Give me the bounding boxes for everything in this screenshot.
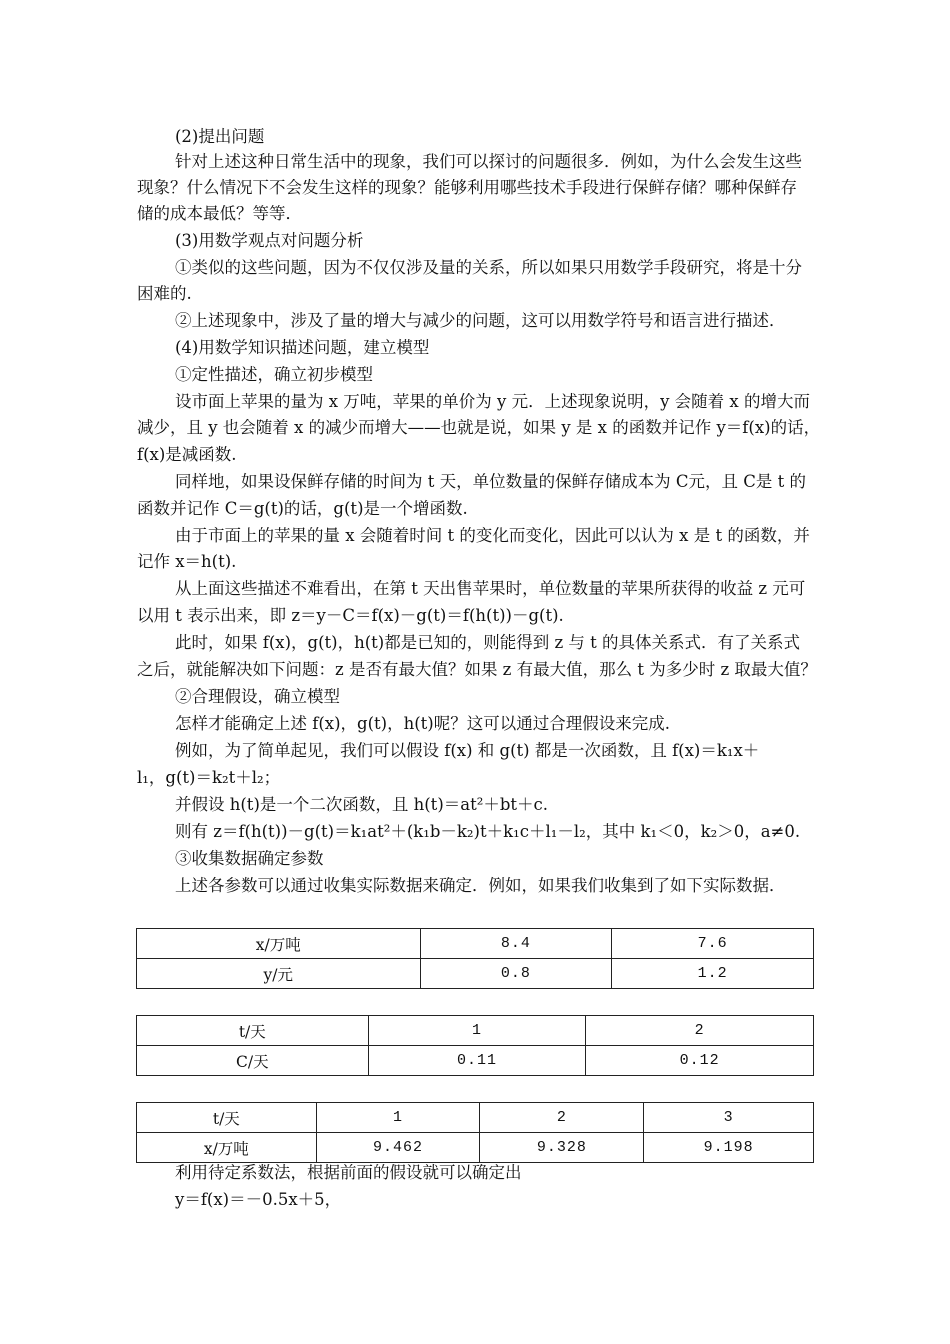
paragraph-line: 函数并记作 C＝g(t)的话，g(t)是一个增函数. [137,499,468,518]
paragraph-line: 之后，就能解决如下问题：z 是否有最大值？如果 z 有最大值，那么 t 为多少时 z 取最大值？ [137,660,817,679]
table-cell: 2 [480,1103,644,1133]
paragraph-line: 利用待定系数法，根据前面的假设就可以确定出 [175,1163,522,1182]
table-cell: 9.198 [644,1133,814,1163]
paragraph-line: 例如，为了简单起见，我们可以假设 f(x) 和 g(t) 都是一次函数，且 f(x)＝k₁x＋ [175,741,760,760]
table-cell: t/天 [137,1103,317,1133]
paragraph-line: 困难的. [137,284,192,303]
paragraph-line: 此时，如果 f(x)，g(t)，h(t)都是已知的，则能得到 z 与 t 的具体关系式．有了关系式 [175,633,801,652]
paragraph-line: (3)用数学观点对问题分析 [175,231,364,250]
table-apple-price [136,928,814,989]
table-row [137,1046,814,1076]
paragraph-line: 以用 t 表示出来，即 z＝y－C＝f(x)－g(t)＝f(h(t))－g(t). [137,606,564,625]
table-cell: 1 [316,1103,480,1133]
paragraph-line: 记作 x＝h(t). [137,552,237,571]
table-cell: 1 [368,1016,586,1046]
table-cell: y/元 [137,959,421,989]
paragraph-line: 从上面这些描述不难看出，在第 t 天出售苹果时，单位数量的苹果所获得的收益 z 元可 [175,579,806,598]
table-cell: 0.8 [420,959,612,989]
table-cell: C/天 [137,1046,369,1076]
paragraph-line: l₁，g(t)＝k₂t＋l₂； [137,768,281,787]
table-cell: 0.12 [586,1046,814,1076]
paragraph-line: 怎样才能确定上述 f(x)，g(t)，h(t)呢？这可以通过合理假设来完成. [175,714,670,733]
paragraph-line: 设市面上苹果的量为 x 万吨，苹果的单价为 y 元．上述现象说明，y 会随着 x 的增大而 [175,392,810,411]
paragraph-line: 并假设 h(t)是一个二次函数，且 h(t)＝at²＋bt＋c. [175,795,549,814]
paragraph-line: y＝f(x)＝－0.5x＋5， [175,1190,342,1209]
table-cell: 3 [644,1103,814,1133]
table-cell: 9.462 [316,1133,480,1163]
table-cell: 2 [586,1016,814,1046]
table-row [137,1016,814,1046]
paragraph-line: 由于市面上的苹果的量 x 会随着时间 t 的变化而变化，因此可以认为 x 是 t 的函数，并 [175,526,810,545]
paragraph-line: 针对上述这种日常生活中的现象，我们可以探讨的问题很多．例如，为什么会发生这些 [175,152,802,171]
table-cell: x/万吨 [137,929,421,959]
table-cell: 7.6 [612,929,814,959]
table-row [137,1133,814,1163]
paragraph-line: 现象？什么情况下不会发生这样的现象？能够利用哪些技术手段进行保鲜存储？哪种保鲜存 [137,178,797,197]
table-cell: t/天 [137,1016,369,1046]
paragraph-line: (4)用数学知识描述问题，建立模型 [175,338,430,357]
table-cell: 9.328 [480,1133,644,1163]
paragraph-line: 则有 z＝f(h(t))－g(t)＝k₁at²＋(k₁b－k₂)t＋k₁c＋l₁－l₂，其中 k₁＜0，k₂＞0，a≠0. [175,822,801,841]
paragraph-line: ①定性描述，确立初步模型 [175,365,373,384]
paragraph-line: 上述各参数可以通过收集实际数据来确定．例如，如果我们收集到了如下实际数据． [175,876,786,895]
table-cell: x/万吨 [137,1133,317,1163]
paragraph-line: ①类似的这些问题，因为不仅仅涉及量的关系，所以如果只用数学手段研究，将是十分 [175,258,802,277]
table-storage-cost [136,1015,814,1076]
paragraph-line: ②合理假设，确立模型 [175,687,340,706]
paragraph-line: ③收集数据确定参数 [175,849,324,868]
table-cell: 0.11 [368,1046,586,1076]
paragraph-line: ②上述现象中，涉及了量的增大与减少的问题，这可以用数学符号和语言进行描述． [175,311,786,330]
table-cell: 8.4 [420,929,612,959]
table-cell: 1.2 [612,959,814,989]
table-row [137,929,814,959]
paragraph-line: 同样地，如果设保鲜存储的时间为 t 天，单位数量的保鲜存储成本为 C元，且 C是 t 的 [175,472,806,491]
paragraph-line: 储的成本最低？等等． [137,204,302,223]
table-row [137,959,814,989]
table-apple-quantity [136,1102,814,1163]
table-row [137,1103,814,1133]
paragraph-line: 减少，且 y 也会随着 x 的减少而增大——也就是说，如果 y 是 x 的函数并记作 y＝f(x)的话， [137,418,821,437]
paragraph-line: (2)提出问题 [175,127,265,146]
paragraph-line: f(x)是减函数. [137,445,237,464]
